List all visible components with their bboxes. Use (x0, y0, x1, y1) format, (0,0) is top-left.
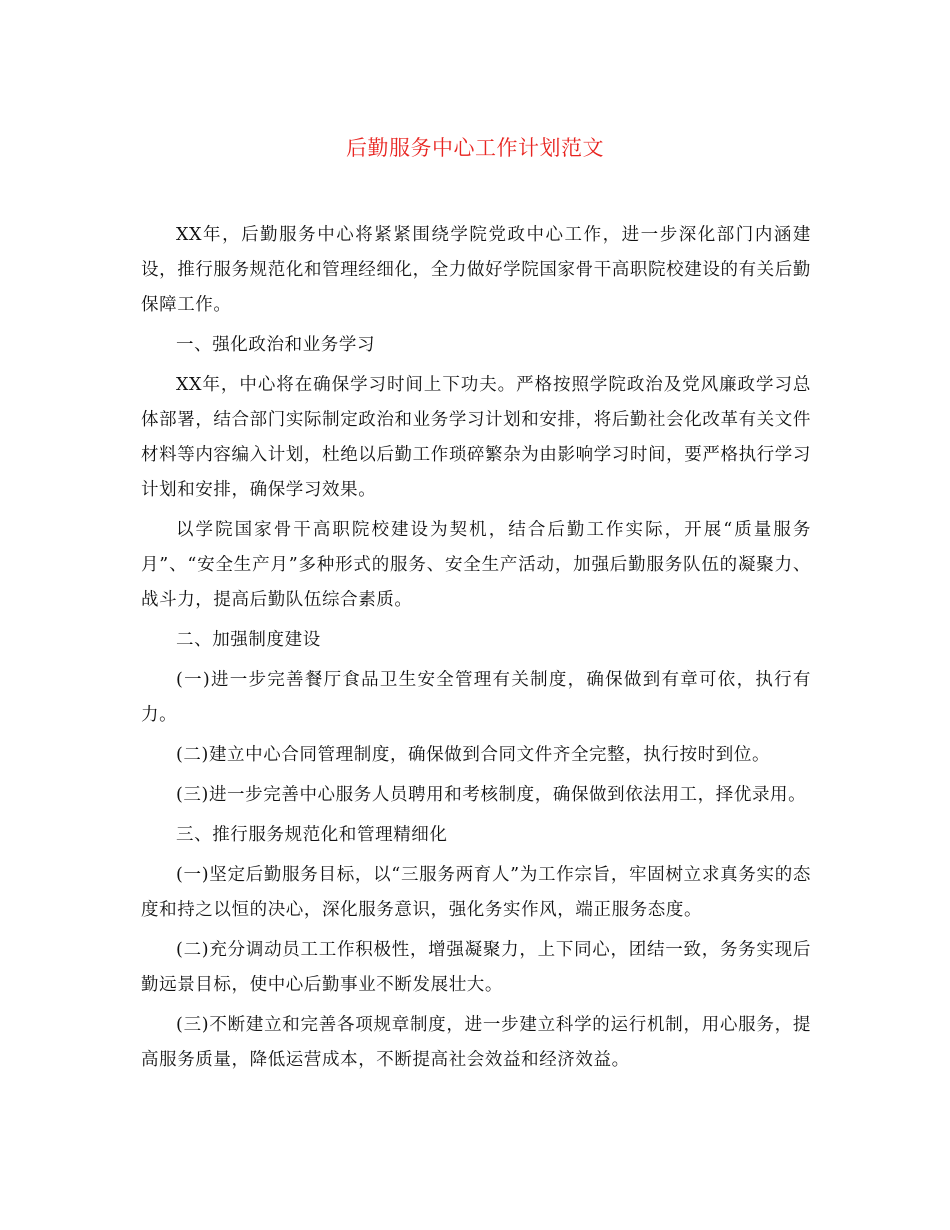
document-body (141, 218, 811, 1083)
section-2-item-3: (三)进一步完善中心服务人员聘用和考核制度，确保做到依法用工，择优录用。 (176, 785, 807, 805)
section-heading-3: 三、推行服务规范化和管理精细化 (176, 825, 448, 845)
section-heading-1: 一、强化政治和业务学习 (176, 335, 376, 355)
section-2-item-1: (一)进一步完善餐厅食品卫生安全管理有关制度，确保做到有章可依，执行有力。 (141, 670, 811, 725)
section-1-paragraph-2: 以学院国家骨干高职院校建设为契机，结合后勤工作实际，开展“质量服务月”、“安全生产月”多种形式的服务、安全生产活动，加强后勤服务队伍的凝聚力、战斗力，提高后勤队伍综合素质。 (141, 520, 811, 610)
section-heading-2: 二、加强制度建设 (176, 630, 321, 650)
section-1-paragraph-1: XX年，中心将在确保学习时间上下功夫。严格按照学院政治及党风廉政学习总体部署，结合部门实际制定政治和业务学习计划和安排，将后勤社会化改革有关文件材料等内容编入计划，杜绝以后勤工作琐碎繁杂为由影响学习时间，要严格执行学习计划和安排，确保学习效果。 (141, 375, 811, 500)
section-3-item-1: (一)坚定后勤服务目标，以“三服务两育人”为工作宗旨，牢固树立求真务实的态度和持之以恒的决心，深化服务意识，强化务实作风，端正服务态度。 (141, 865, 811, 920)
section-3-item-3: (三)不断建立和完善各项规章制度，进一步建立科学的运行机制，用心服务，提高服务质量，降低运营成本，不断提高社会效益和经济效益。 (141, 1015, 811, 1070)
intro-paragraph: XX年，后勤服务中心将紧紧围绕学院党政中心工作，进一步深化部门内涵建设，推行服务规范化和管理经细化，全力做好学院国家骨干高职院校建设的有关后勤保障工作。 (141, 225, 811, 315)
section-3-item-2: (二)充分调动员工工作积极性，增强凝聚力，上下同心，团结一致，务务实现后勤远景目标，使中心后勤事业不断发展壮大。 (141, 940, 811, 995)
section-2-item-2: (二)建立中心合同管理制度，确保做到合同文件齐全完整，执行按时到位。 (176, 745, 771, 765)
document-title: 后勤服务中心工作计划范文 (346, 136, 604, 160)
